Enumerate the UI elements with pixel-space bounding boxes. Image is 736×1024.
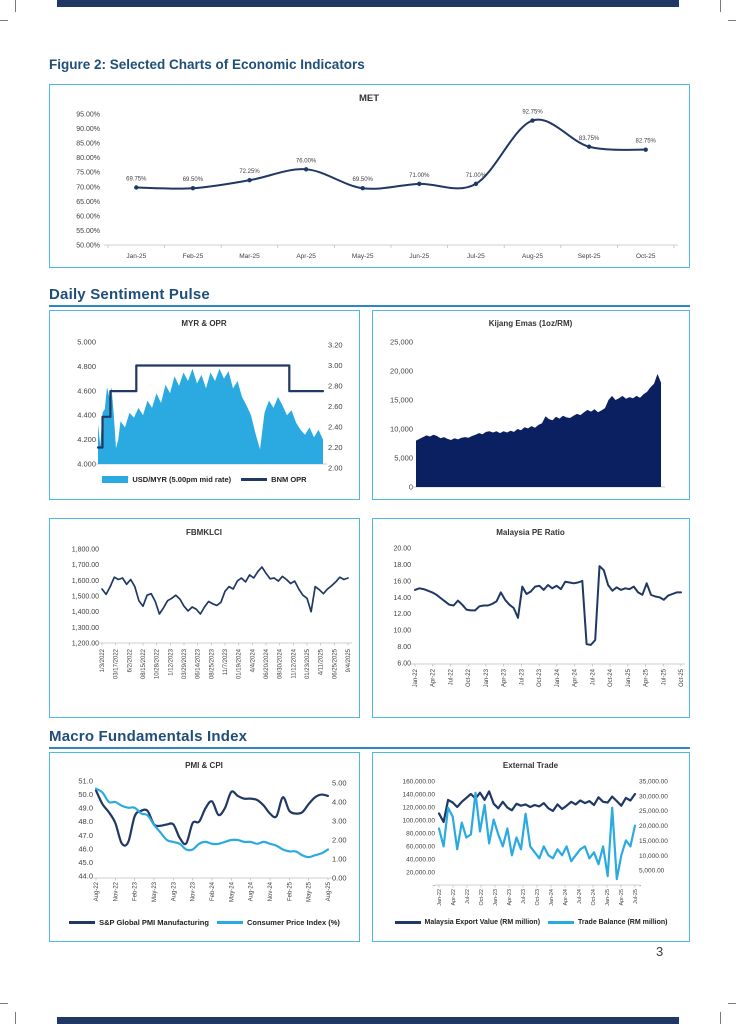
svg-text:25,000: 25,000 <box>390 337 413 347</box>
pmi-cpi-chart-svg <box>50 753 358 940</box>
legend-item <box>217 918 340 927</box>
svg-text:Jun-25: Jun-25 <box>409 253 430 260</box>
svg-text:Oct-24: Oct-24 <box>608 669 615 688</box>
svg-text:15,000.00: 15,000.00 <box>639 837 668 845</box>
svg-text:MET: MET <box>358 93 380 104</box>
svg-text:0: 0 <box>408 482 413 492</box>
svg-text:160,000.00: 160,000.00 <box>402 778 435 786</box>
legend-swatch <box>241 478 267 481</box>
svg-text:82.75%: 82.75% <box>635 138 656 145</box>
svg-text:65.00%: 65.00% <box>76 198 100 206</box>
svg-text:11/7/2023: 11/7/2023 <box>223 649 229 676</box>
svg-text:08/15/2022: 08/15/2022 <box>141 649 147 680</box>
svg-text:46.0: 46.0 <box>78 844 93 854</box>
svg-text:69.50%: 69.50% <box>182 177 204 184</box>
svg-text:Feb-25: Feb-25 <box>182 253 204 260</box>
legend-label: Trade Balance (RM million) <box>578 919 668 926</box>
svg-text:Jan-25: Jan-25 <box>625 669 632 688</box>
svg-text:Apr-24: Apr-24 <box>572 669 579 688</box>
svg-text:72.25%: 72.25% <box>239 169 260 176</box>
legend-label: BNM OPR <box>271 475 307 484</box>
crop-mark <box>15 0 16 12</box>
svg-text:80.00%: 80.00% <box>76 155 100 163</box>
section-title-macro-fundamentals: Macro Fundamentals Index <box>49 728 248 745</box>
fbmklci-chart-svg <box>50 519 358 716</box>
svg-text:Oct-22: Oct-22 <box>466 669 473 688</box>
svg-text:14.00: 14.00 <box>393 594 411 602</box>
svg-text:Jan-22: Jan-22 <box>413 669 419 688</box>
svg-text:-: - <box>432 882 435 890</box>
svg-text:Oct-24: Oct-24 <box>591 889 597 906</box>
svg-text:12.00: 12.00 <box>393 611 411 619</box>
svg-text:-: - <box>639 882 642 890</box>
svg-text:Oct-25: Oct-25 <box>679 669 685 688</box>
svg-text:Oct-23: Oct-23 <box>537 669 544 688</box>
svg-text:69.50%: 69.50% <box>352 177 373 184</box>
myr-opr-chart <box>49 310 360 500</box>
svg-text:Jan-24: Jan-24 <box>549 889 555 906</box>
svg-text:06/20/2024: 06/20/2024 <box>264 649 270 680</box>
svg-text:Jul-25: Jul-25 <box>633 889 639 904</box>
svg-text:Aug-22: Aug-22 <box>94 882 100 902</box>
svg-text:11/12/2024: 11/12/2024 <box>291 649 298 679</box>
svg-text:71.00%: 71.00% <box>409 172 430 179</box>
met-chart <box>49 84 690 268</box>
svg-text:Jan-25: Jan-25 <box>126 253 147 260</box>
svg-text:May-25: May-25 <box>351 253 374 260</box>
svg-text:2.00: 2.00 <box>332 835 347 845</box>
svg-text:1,500.00: 1,500.00 <box>71 593 99 601</box>
legend-item <box>102 475 231 484</box>
svg-text:Apr-22: Apr-22 <box>451 889 457 906</box>
svg-text:Aug-23: Aug-23 <box>171 882 178 902</box>
svg-text:1/3/2022: 1/3/2022 <box>100 649 106 673</box>
svg-text:PMI & CPI: PMI & CPI <box>185 761 223 770</box>
svg-text:Apr-22: Apr-22 <box>430 669 437 688</box>
svg-text:40,000.00: 40,000.00 <box>406 856 435 864</box>
svg-text:47.0: 47.0 <box>78 830 93 840</box>
svg-text:Jan-23: Jan-23 <box>493 889 499 906</box>
svg-text:50.0: 50.0 <box>78 790 93 800</box>
pmi-cpi-legend <box>50 918 359 927</box>
legend-swatch <box>69 921 95 924</box>
svg-text:6/2/2022: 6/2/2022 <box>127 649 134 673</box>
svg-text:20,000.00: 20,000.00 <box>639 823 668 831</box>
kijang-emas-chart-svg <box>373 311 688 498</box>
svg-text:Jul-25: Jul-25 <box>661 669 668 686</box>
svg-text:90.00%: 90.00% <box>76 126 100 134</box>
svg-text:4.600: 4.600 <box>77 386 96 396</box>
header-bar <box>57 0 679 7</box>
svg-text:6.00: 6.00 <box>397 660 411 668</box>
svg-text:120,000.00: 120,000.00 <box>402 804 435 812</box>
svg-text:May-25: May-25 <box>306 882 313 903</box>
svg-text:Mar-25: Mar-25 <box>239 253 260 260</box>
svg-text:2.40: 2.40 <box>328 422 343 432</box>
legend-swatch <box>395 921 421 924</box>
svg-text:18.00: 18.00 <box>393 561 411 569</box>
external-trade-legend <box>373 919 689 926</box>
svg-text:2.20: 2.20 <box>328 443 343 452</box>
svg-text:70.00%: 70.00% <box>76 184 100 192</box>
svg-text:08/25/2023: 08/25/2023 <box>209 649 216 680</box>
svg-text:4.200: 4.200 <box>77 435 96 445</box>
svg-text:20,000: 20,000 <box>390 366 413 376</box>
svg-text:60.00%: 60.00% <box>76 213 100 221</box>
legend-label: USD/MYR (5.00pm mid rate) <box>132 475 232 484</box>
legend-swatch <box>548 921 574 924</box>
svg-text:10.00: 10.00 <box>393 627 411 635</box>
figure-title: Figure 2: Selected Charts of Economic Indicators <box>49 57 365 72</box>
svg-text:FBMKLCI: FBMKLCI <box>186 528 222 537</box>
svg-text:20.00: 20.00 <box>393 545 411 553</box>
legend-item <box>69 918 209 927</box>
svg-text:Apr-25: Apr-25 <box>643 669 650 688</box>
svg-text:85.00%: 85.00% <box>76 140 100 148</box>
crop-mark <box>0 1003 8 1004</box>
svg-text:03/17/2022: 03/17/2022 <box>113 649 120 680</box>
svg-text:50.00%: 50.00% <box>76 242 100 250</box>
svg-text:4.800: 4.800 <box>77 361 96 371</box>
crop-mark <box>720 1012 721 1024</box>
legend-item <box>395 919 541 926</box>
pe-ratio-chart <box>372 518 690 718</box>
svg-text:4/11/2025: 4/11/2025 <box>318 649 325 676</box>
svg-text:1,800.00: 1,800.00 <box>71 546 99 554</box>
external-trade-chart <box>372 752 690 942</box>
svg-text:Feb-25: Feb-25 <box>287 882 294 902</box>
svg-text:5,000.00: 5,000.00 <box>639 867 665 875</box>
svg-text:03/29/2023: 03/29/2023 <box>182 649 188 680</box>
svg-text:95.00%: 95.00% <box>76 111 100 119</box>
svg-text:Nov-22: Nov-22 <box>113 882 120 902</box>
svg-text:May-24: May-24 <box>229 882 236 903</box>
svg-text:10/28/2022: 10/28/2022 <box>154 649 161 680</box>
svg-text:Jul-25: Jul-25 <box>467 253 485 260</box>
crop-mark <box>728 20 736 21</box>
legend-label: Consumer Price Index (%) <box>246 918 340 927</box>
svg-text:45.0: 45.0 <box>78 857 93 867</box>
svg-text:Sept-25: Sept-25 <box>577 253 601 260</box>
section-rule <box>49 305 690 307</box>
svg-text:2.60: 2.60 <box>328 402 343 411</box>
svg-text:1,600.00: 1,600.00 <box>71 577 99 585</box>
svg-text:Jan-25: Jan-25 <box>605 889 611 906</box>
legend-label: Malaysia Export Value (RM million) <box>424 919 541 926</box>
svg-text:10,000: 10,000 <box>390 424 413 434</box>
page-number: 3 <box>656 944 664 959</box>
svg-text:External Trade: External Trade <box>502 761 559 770</box>
svg-text:140,000.00: 140,000.00 <box>402 791 435 799</box>
section-title-daily-sentiment: Daily Sentiment Pulse <box>49 286 210 303</box>
svg-text:2.00: 2.00 <box>328 463 343 473</box>
svg-text:75.00%: 75.00% <box>76 169 100 177</box>
legend-swatch <box>217 921 243 924</box>
svg-text:16.00: 16.00 <box>393 578 411 586</box>
crop-mark <box>15 1012 16 1024</box>
svg-text:92.75%: 92.75% <box>522 109 543 116</box>
pe-ratio-chart-svg <box>373 519 688 716</box>
svg-text:83.75%: 83.75% <box>578 135 600 142</box>
svg-text:01/23/2025: 01/23/2025 <box>305 649 311 680</box>
svg-text:8.00: 8.00 <box>397 644 411 652</box>
svg-text:69.75%: 69.75% <box>126 176 147 183</box>
crop-mark <box>728 1003 736 1004</box>
external-trade-chart-svg <box>373 753 688 940</box>
svg-text:Jul-23: Jul-23 <box>519 669 526 686</box>
svg-text:55.00%: 55.00% <box>76 227 100 235</box>
crop-mark <box>720 0 721 12</box>
svg-text:5.000: 5.000 <box>77 337 96 347</box>
svg-text:35,000.00: 35,000.00 <box>639 778 668 786</box>
svg-text:Jul-24: Jul-24 <box>590 669 597 686</box>
svg-text:3.00: 3.00 <box>332 816 347 826</box>
legend-label: S&P Global PMI Manufacturing <box>99 918 209 927</box>
svg-text:5,000: 5,000 <box>394 453 413 463</box>
svg-text:4.400: 4.400 <box>77 410 96 420</box>
svg-text:48.0: 48.0 <box>78 817 93 827</box>
svg-text:Apr-23: Apr-23 <box>507 889 513 906</box>
svg-text:Feb-24: Feb-24 <box>210 882 216 902</box>
svg-text:06/25/2025: 06/25/2025 <box>332 649 339 680</box>
svg-text:Jul-23: Jul-23 <box>521 889 527 904</box>
svg-text:76.00%: 76.00% <box>295 158 317 165</box>
legend-item <box>548 919 667 926</box>
svg-text:1.00: 1.00 <box>332 854 347 864</box>
svg-text:80,000.00: 80,000.00 <box>406 830 435 838</box>
svg-text:4/4/2024: 4/4/2024 <box>250 649 257 673</box>
svg-text:1,700.00: 1,700.00 <box>71 562 99 570</box>
svg-text:4.000: 4.000 <box>77 459 96 469</box>
svg-text:06/14/2023: 06/14/2023 <box>195 649 202 680</box>
kijang-emas-chart <box>372 310 690 500</box>
svg-text:3.00: 3.00 <box>328 361 343 370</box>
svg-text:Feb-23: Feb-23 <box>132 882 139 902</box>
svg-text:0.00: 0.00 <box>332 873 347 883</box>
svg-text:3.20: 3.20 <box>328 340 343 350</box>
svg-text:51.0: 51.0 <box>78 776 93 786</box>
myr-opr-chart-svg <box>50 311 358 498</box>
svg-text:Aug-25: Aug-25 <box>326 882 332 902</box>
svg-text:Malaysia PE Ratio: Malaysia PE Ratio <box>496 528 565 537</box>
footer-bar <box>57 1017 679 1024</box>
svg-text:9/4/2025: 9/4/2025 <box>346 649 352 673</box>
svg-text:01/19/2024: 01/19/2024 <box>236 649 243 680</box>
svg-text:Apr-24: Apr-24 <box>563 889 569 906</box>
svg-text:4.00: 4.00 <box>332 797 347 807</box>
fbmklci-chart <box>49 518 360 718</box>
svg-text:Jan-22: Jan-22 <box>437 889 443 906</box>
svg-text:08/30/2024: 08/30/2024 <box>277 649 284 680</box>
svg-text:71.00%: 71.00% <box>465 172 487 179</box>
met-chart-svg <box>50 85 688 266</box>
svg-text:2.80: 2.80 <box>328 381 343 391</box>
svg-text:Apr-25: Apr-25 <box>619 889 625 906</box>
myr-opr-legend <box>50 475 359 484</box>
svg-text:Jan-23: Jan-23 <box>483 669 490 688</box>
svg-text:Apr-23: Apr-23 <box>501 669 508 688</box>
svg-text:10,000.00: 10,000.00 <box>639 852 668 860</box>
svg-text:Oct-25: Oct-25 <box>635 253 656 260</box>
svg-text:Apr-25: Apr-25 <box>296 253 316 260</box>
svg-text:60,000.00: 60,000.00 <box>406 843 435 851</box>
svg-text:5.00: 5.00 <box>332 778 347 788</box>
svg-text:44.0: 44.0 <box>78 871 93 881</box>
svg-text:Jul-24: Jul-24 <box>577 889 583 904</box>
svg-text:Nov-24: Nov-24 <box>268 882 274 902</box>
svg-text:Oct-23: Oct-23 <box>535 889 541 906</box>
svg-text:30,000.00: 30,000.00 <box>639 793 668 801</box>
pmi-cpi-chart <box>49 752 360 942</box>
svg-text:Kijang Emas (1oz/RM): Kijang Emas (1oz/RM) <box>488 319 573 328</box>
svg-text:Aug-25: Aug-25 <box>522 253 543 260</box>
svg-text:May-23: May-23 <box>152 882 158 903</box>
svg-text:1,200.00: 1,200.00 <box>71 640 99 648</box>
svg-text:Jan-24: Jan-24 <box>554 669 561 688</box>
svg-text:1,300.00: 1,300.00 <box>71 624 99 632</box>
svg-text:Aug-24: Aug-24 <box>248 882 255 902</box>
svg-text:1,400.00: 1,400.00 <box>71 609 99 617</box>
svg-text:25,000.00: 25,000.00 <box>639 808 668 816</box>
svg-text:MYR & OPR: MYR & OPR <box>181 319 227 328</box>
section-rule <box>49 747 690 749</box>
svg-text:100,000.00: 100,000.00 <box>402 817 435 825</box>
svg-text:Nov-23: Nov-23 <box>190 882 197 902</box>
legend-item <box>241 475 306 484</box>
legend-swatch <box>102 476 128 483</box>
svg-text:Jul-22: Jul-22 <box>448 669 455 686</box>
svg-text:Oct-22: Oct-22 <box>479 889 485 906</box>
crop-mark <box>0 20 8 21</box>
svg-text:20,000.00: 20,000.00 <box>406 869 435 877</box>
svg-text:Jul-22: Jul-22 <box>465 889 471 904</box>
svg-text:1/12/2023: 1/12/2023 <box>168 649 175 676</box>
svg-text:49.0: 49.0 <box>78 803 93 813</box>
svg-text:15,000: 15,000 <box>390 395 413 405</box>
